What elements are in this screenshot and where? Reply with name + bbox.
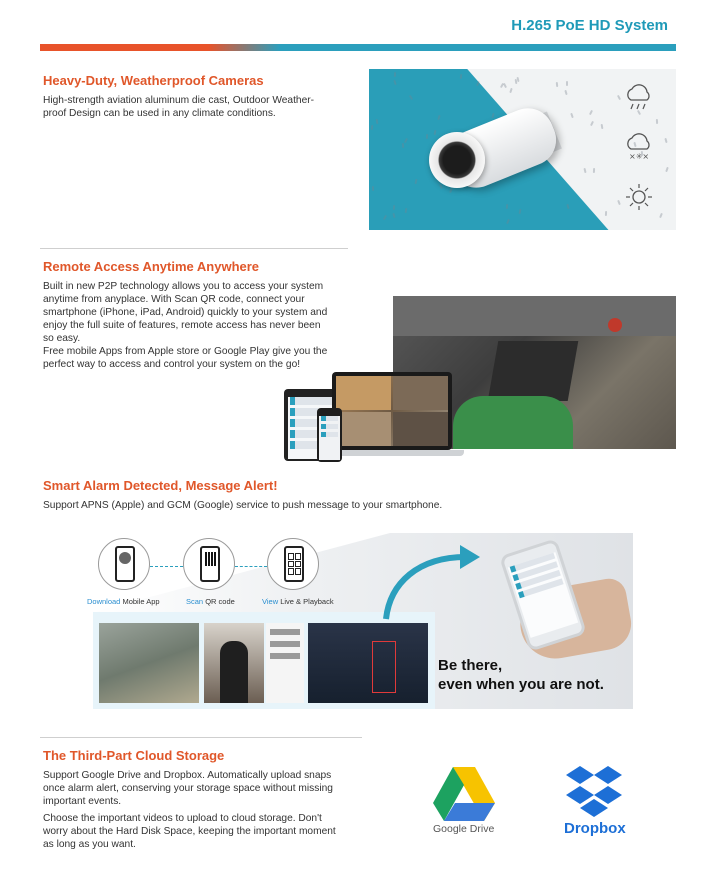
rain-drop	[605, 211, 607, 216]
rain-drop	[393, 205, 395, 210]
rain-drop	[506, 204, 508, 209]
smartphone-device	[317, 408, 342, 462]
cloud-title: The Third-Part Cloud Storage	[43, 748, 225, 763]
remote-text-line: enjoy the full suite of features, remote access has never been	[43, 320, 321, 331]
table-edge	[393, 296, 676, 336]
tagline-line-1: Be there,	[438, 657, 503, 674]
step-connector	[235, 566, 267, 567]
snapshot-thumb	[204, 623, 264, 703]
cloud-text-line: once alarm alert, conserving your storage space without missing	[43, 783, 333, 794]
rain-drop	[566, 81, 568, 86]
rain-drop	[589, 110, 593, 115]
rain-drop	[556, 82, 559, 87]
rain-drop	[509, 88, 512, 93]
rain-drop	[593, 168, 595, 173]
live-playback-icon	[267, 538, 319, 590]
section-divider	[40, 737, 362, 738]
cloud-text-line: worry about the Hard Disk Space, keeping the important moment	[43, 826, 336, 837]
alarm-title: Smart Alarm Detected, Message Alert!	[43, 478, 278, 493]
rain-drop	[583, 168, 586, 173]
remote-text-line: Built in new P2P technology allows you to access your system	[43, 281, 324, 292]
google-drive-icon	[433, 767, 495, 821]
rain-drop	[394, 72, 396, 77]
download-app-icon	[98, 538, 150, 590]
remote-title: Remote Access Anytime Anywhere	[43, 259, 260, 274]
remote-text-line: so easy.	[43, 333, 81, 344]
cameras-text	[43, 94, 314, 120]
cloud-text-2	[43, 812, 336, 851]
cameras-text-line: proof Design can be used in any climate conditions.	[43, 108, 276, 119]
person-silhouette	[453, 396, 573, 449]
laptop-base	[322, 450, 464, 456]
rain-drop	[659, 213, 663, 218]
rain-drop	[570, 113, 574, 118]
cameras-title: Heavy-Duty, Weatherproof Cameras	[43, 73, 264, 88]
laptop-device	[332, 372, 452, 450]
step-connector	[150, 566, 183, 567]
cameras-text-line: High-strength aviation aluminum die cast, Outdoor Weather-	[43, 95, 315, 106]
cloud-text-line: important events.	[43, 796, 122, 807]
rain-drop	[371, 125, 373, 130]
snapshot-thumb	[266, 623, 304, 703]
rain-drop	[665, 167, 669, 172]
rain-drop	[564, 90, 567, 95]
svg-text:×✳×: ×✳×	[629, 152, 650, 161]
rain-drop	[664, 138, 667, 143]
cloud-text-line: as long as you want.	[43, 839, 136, 850]
cloud-text-line: Support Google Drive and Dropbox. Automatically upload snaps	[43, 770, 332, 781]
camera-banner	[369, 69, 676, 230]
snow-cloud-icon	[622, 132, 656, 162]
section-divider	[40, 248, 348, 249]
cloud-text-1	[43, 769, 333, 808]
remote-text-line: anytime from anyplace. With Scan QR code, connect your	[43, 294, 305, 305]
rain-drop	[601, 124, 604, 129]
remote-text-line: Free mobile Apps from Apple store or Google Play give you the	[43, 346, 328, 357]
arrow-curve	[378, 543, 483, 621]
apple-object	[608, 318, 622, 332]
page-title: H.265 PoE HD System	[511, 17, 668, 34]
rain-cloud-icon	[622, 83, 656, 113]
step-label-view: View Live & Playback	[262, 597, 334, 606]
rain-drop	[590, 121, 594, 126]
rain-drop	[617, 200, 621, 205]
rain-drop	[617, 95, 621, 100]
snapshot-thumb	[308, 623, 428, 703]
remote-text	[43, 280, 327, 371]
sun-icon	[622, 182, 656, 212]
rain-drop	[426, 134, 428, 139]
rain-drop	[656, 119, 658, 124]
rain-drop	[372, 186, 374, 191]
remote-text-line: smartphone (iPhone, iPad, Android) quickly to your system and	[43, 307, 328, 318]
laptop-silhouette	[488, 341, 579, 401]
dropbox-icon	[566, 766, 622, 818]
header-bar-accent	[40, 44, 280, 51]
cloud-text-line: Choose the important videos to upload to cloud storage. Don't	[43, 813, 322, 824]
dropbox-label: Dropbox	[564, 820, 626, 837]
rain-drop	[402, 143, 404, 148]
qr-code-icon	[183, 538, 235, 590]
tagline-line-2: even when you are not.	[438, 676, 604, 693]
snapshot-thumb	[99, 623, 199, 703]
remote-text-line: perfect way to access and control your system on the go!	[43, 359, 301, 370]
google-drive-label: Google Drive	[433, 823, 495, 835]
alarm-text: Support APNS (Apple) and GCM (Google) service to push message to your smartphone.	[43, 500, 443, 511]
step-label-download: Download Mobile App	[87, 597, 160, 606]
step-label-scan: Scan QR code	[186, 597, 235, 606]
camera-lens	[429, 132, 485, 188]
